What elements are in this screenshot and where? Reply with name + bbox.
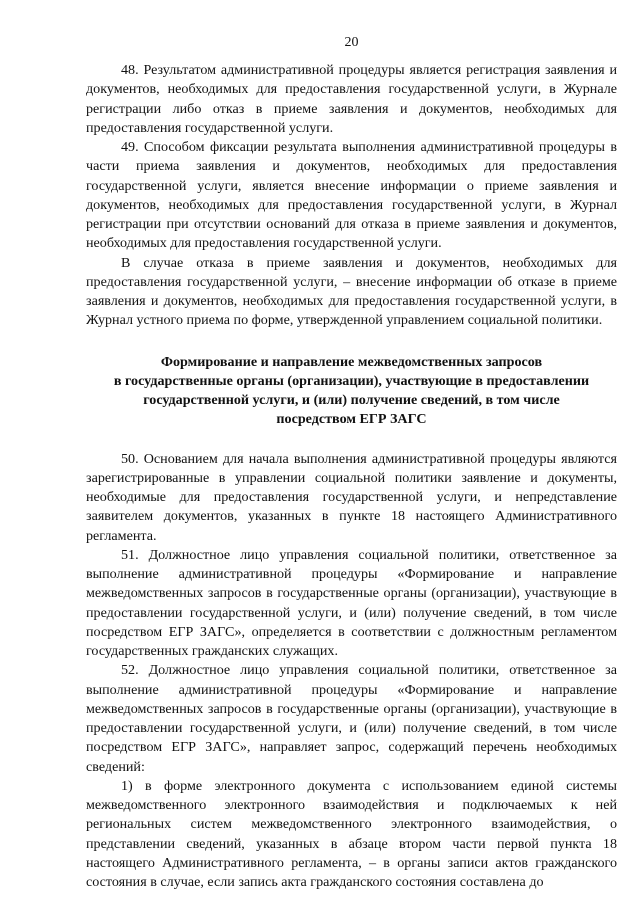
heading-line: государственной услуги, и (или) получение сведений, в том числе — [143, 392, 560, 408]
section-heading — [86, 353, 617, 430]
paragraph-49: 49. Способом фиксации результата выполнения административной процедуры в части приема заявления и документов, необходимых для предоставления государственной услуги, является внесение информации о приеме заявления и документов, необходимых для предоставления государственной услуги, в Журнал регистрации при отсутствии оснований для отказа в приеме заявления и документов, необходимых для предоставления государственной услуги. — [86, 139, 617, 252]
heading-line: посредством ЕГР ЗАГС — [276, 411, 427, 428]
paragraph-52-item-1: 1) в форме электронного документа с использованием единой системы межведомственного электронного взаимодействия и подключаемых к ней региональных систем межведомственного электронного взаимодействия, о представлении сведений, указанных в абзаце втором части первой пункта 18 настоящего Административного регламента, – в органы записи актов гражданского состояния в случае, если запись акта гражданского состояния составлена до — [86, 777, 617, 890]
heading-line: в государственные органы (организации), участвующие в предоставлении — [113, 372, 590, 389]
heading-line: Формирование и направление межведомственных запросов — [160, 353, 543, 370]
paragraph-49-refusal: В случае отказа в приеме заявления и документов, необходимых для предоставления государственной услуги, – внесение информации об отказе в приеме заявления и документов, необходимых для предоставления государственной услуги, в Журнал устного приема по форме, утвержденной управлением социальной политики. — [86, 254, 617, 329]
paragraph-51: 51. Должностное лицо управления социальной политики, ответственное за выполнение административной процедуры «Формирование и направление межведомственных запросов в государственные органы (организации), участвующие в предоставлении государственной услуги, и (или) получение сведений, в том числе посредством ЕГР ЗАГС», определяется в соответствии с должностным регламентом государственных гражданских служащих. — [86, 546, 617, 659]
paragraph-50: 50. Основанием для начала выполнения административной процедуры являются зарегистрированные в управлении социальной политики заявление и документы, необходимые для предоставления государственной услуги, и непредставление заявителем документов, указанных в пункте 18 настоящего Административного регламента. — [86, 450, 617, 544]
paragraph-52: 52. Должностное лицо управления социальной политики, ответственное за выполнение административной процедуры «Формирование и направление межведомственных запросов в государственные органы (организации), участвующие в предоставлении государственной услуги, и (или) получение сведений, в том числе посредством ЕГР ЗАГС», направляет запрос, содержащий перечень необходимых сведений: — [86, 662, 617, 775]
document-page — [86, 0, 617, 892]
page-number: 20 — [344, 35, 359, 50]
paragraph-48: 48. Результатом административной процедуры является регистрация заявления и документов, необходимых для предоставления государственной услуги, в Журнале регистрации либо отказ в приеме заявления и документов, необходимых для предоставления государственной услуги. — [86, 62, 617, 136]
